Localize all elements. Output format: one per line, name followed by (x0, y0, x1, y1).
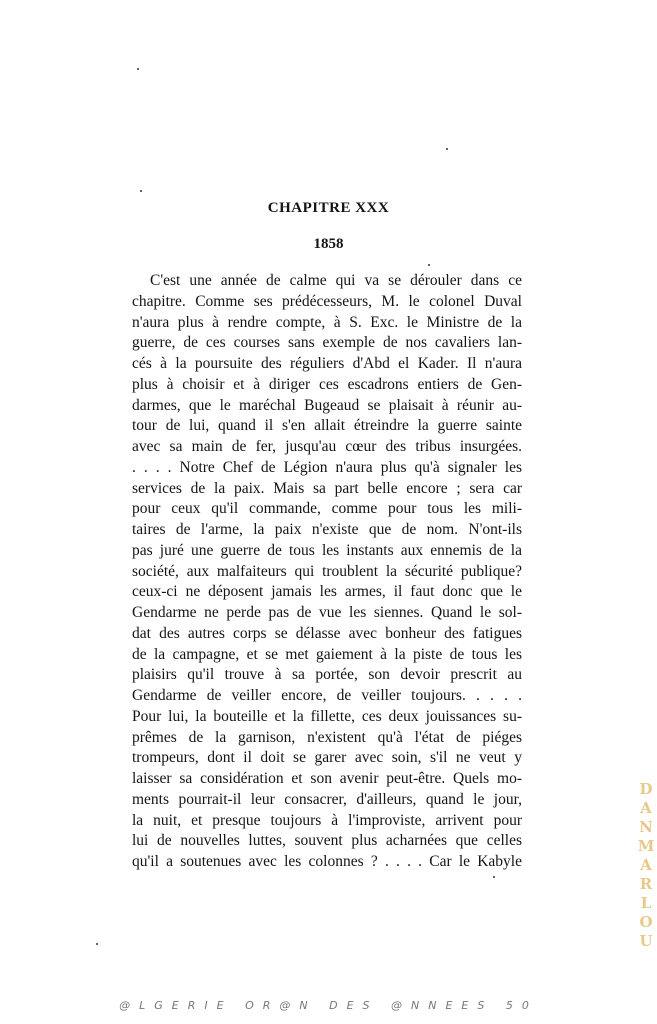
text-line: de la campagne, et se met gaiement à la piste de tous les (132, 645, 522, 663)
text-line: pas juré une guerre de tous les instants aux ennemis de la (132, 541, 522, 559)
text-line: la nuit, et presque toujours à l'improviste, arrivent pour (132, 811, 522, 829)
text-line: tour de lui, quand il s'en allait étreindre la guerre sainte (132, 417, 522, 435)
scan-speck (493, 876, 495, 878)
text-line: plus à choisir et à diriger ces escadrons entiers de Gen- (132, 375, 522, 393)
text-line: C'est une année de calme qui va se dérouler dans ce (150, 272, 522, 289)
watermark-text: DANMARLOU (637, 780, 655, 951)
text-line: chapitre. Comme ses prédécesseurs, M. le colonel Duval (132, 292, 522, 310)
chapter-title: CHAPITRE XXX (267, 200, 390, 216)
text-line: lui de nouvelles luttes, souvent plus acharnées que celles (132, 832, 522, 850)
text-line: avec sa main de fer, jusqu'au cœur des tribus insurgées. (132, 438, 522, 455)
text-line: ceux-ci ne déposent jamais les armes, il faut donc que le (132, 583, 522, 601)
text-line: darmes, que le maréchal Bugeaud se plaisait à réunir au- (132, 396, 522, 414)
text-line: Pour lui, la bouteille et la fillette, ces deux jouissances su- (132, 707, 522, 725)
text-line: laisser sa considération et son avenir peut-être. Quels mo- (132, 770, 522, 787)
text-line: plaisirs qu'il trouve à sa portée, son devoir prescrit au (132, 666, 522, 684)
scan-speck (140, 190, 142, 192)
text-line: dat des autres corps se délasse avec bonheur des fatigues (132, 624, 522, 642)
text-line: qu'il a soutenues avec les colonnes ? . . . . Car le Kabyle (132, 853, 522, 870)
text-line: taires de l'arme, la paix n'existe que de nom. N'ont-ils (132, 521, 522, 538)
body-text (132, 271, 522, 873)
text-line: guerre, de ces courses sans exemple de nos cavaliers lan- (132, 334, 522, 352)
scan-speck (446, 148, 448, 150)
scan-speck (96, 943, 98, 945)
text-line: trompeurs, dont il doit se garer avec soin, s'il ne veut y (132, 749, 522, 767)
text-line: ments pourrait-il leur consacrer, d'ailleurs, quand le jour, (132, 790, 522, 808)
text-line: services de la paix. Mais sa part belle encore ; sera car (132, 479, 522, 497)
scan-speck (137, 68, 139, 70)
chapter-year: 1858 (313, 236, 344, 252)
scan-speck (428, 264, 430, 266)
text-line: société, aux malfaiteurs qui troublent la sécurité publique? (132, 562, 522, 580)
text-line: Gendarme ne perde pas de vue les siennes. Quand le sol- (132, 604, 522, 621)
text-line: prêmes de la garnison, n'existent qu'à l'état de piéges (132, 728, 522, 746)
text-line: n'aura plus à rendre compte, à S. Exc. le Ministre de la (132, 313, 522, 331)
text-line: cés à la poursuite des réguliers d'Abd el Kader. Il n'aura (132, 355, 522, 372)
text-line: pour ceux qu'il commande, comme pour tous les mili- (132, 500, 522, 518)
footer-text: @LGERIE OR@N DES @NNEES 50 (119, 999, 538, 1012)
text-line: . . . . Notre Chef de Légion n'aura plus qu'à signaler les (132, 458, 522, 476)
text-line: Gendarme de veiller encore, de veiller toujours. . . . . (132, 687, 522, 704)
